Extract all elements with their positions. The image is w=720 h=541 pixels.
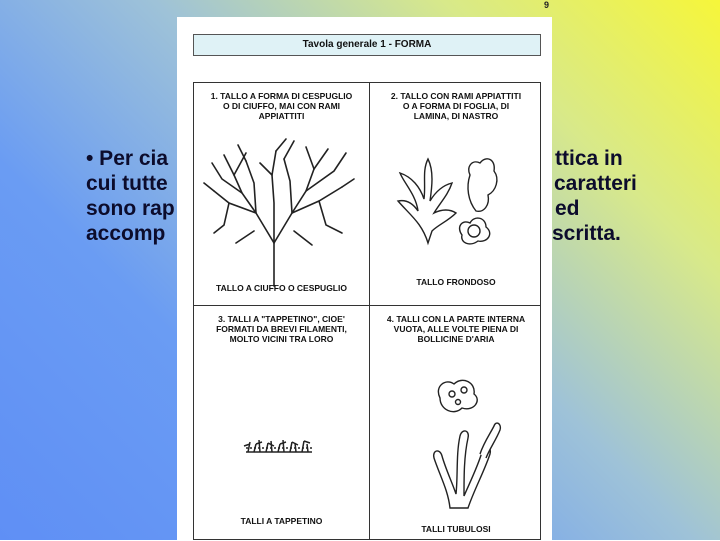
bullet-line-3-right: ed <box>555 197 580 220</box>
cell-4-caption: TALLI TUBULOSI <box>421 524 491 534</box>
bullet-line-4-left: accomp <box>86 222 166 245</box>
grid-cell-4 <box>370 306 542 541</box>
cell-2-heading-line-3: LAMINA, DI NASTRO <box>413 111 499 121</box>
document-title-box <box>193 34 541 56</box>
classification-grid <box>193 82 541 540</box>
bullet-line-2-right: caratteri <box>554 172 637 195</box>
cell-4-heading-line-1: 4. TALLI CON LA PARTE INTERNA <box>386 314 526 324</box>
page-number: 9 <box>544 0 550 10</box>
grid-cell-3 <box>194 306 369 541</box>
leafy-frond-icon <box>370 83 542 305</box>
cell-1-heading-line-2: O DI CIUFFO, MAI CON RAMI <box>222 101 341 111</box>
bullet-line-4-right: scritta. <box>552 222 621 245</box>
cell-2-heading-line-2: O A FORMA DI FOGLIA, DI <box>402 101 510 111</box>
bullet-line-1-right: ttica in <box>555 147 623 170</box>
bullet-line-3-left: sono rap <box>86 197 175 220</box>
turf-mat-icon <box>194 306 369 541</box>
scanned-document-page <box>177 0 552 540</box>
bullet-line-2-left: cui tutte <box>86 172 168 195</box>
cell-1-heading-line-1: 1. TALLO A FORMA DI CESPUGLIO <box>210 91 353 101</box>
grid-cell-2 <box>370 83 542 305</box>
tubular-algae-icon <box>370 306 542 541</box>
cell-3-caption: TALLI A TAPPETINO <box>240 516 323 526</box>
cell-3-heading-line-2: FORMATI DA BREVI FILAMENTI, <box>216 324 347 334</box>
document-title: Tavola generale 1 - FORMA <box>302 39 432 50</box>
cell-1-caption: TALLO A CIUFFO O CESPUGLIO <box>216 283 347 293</box>
cell-4-heading-line-3: BOLLICINE D'ARIA <box>417 334 495 344</box>
cell-2-heading-line-1: 2. TALLO CON RAMI APPIATTITI <box>390 91 522 101</box>
cell-1-heading-line-3: APPIATTITI <box>258 111 305 121</box>
cell-2-caption: TALLO FRONDOSO <box>416 277 496 287</box>
cell-3-heading-line-3: MOLTO VICINI TRA LORO <box>229 334 334 344</box>
grid-cell-1 <box>194 83 369 305</box>
cell-3-heading-line-1: 3. TALLI A "TAPPETINO", CIOE' <box>218 314 345 324</box>
cell-4-heading-line-2: VUOTA, ALLE VOLTE PIENA DI <box>393 324 519 334</box>
bullet-line-1-left: • Per cia <box>86 147 169 170</box>
branching-tree-icon <box>194 83 369 305</box>
